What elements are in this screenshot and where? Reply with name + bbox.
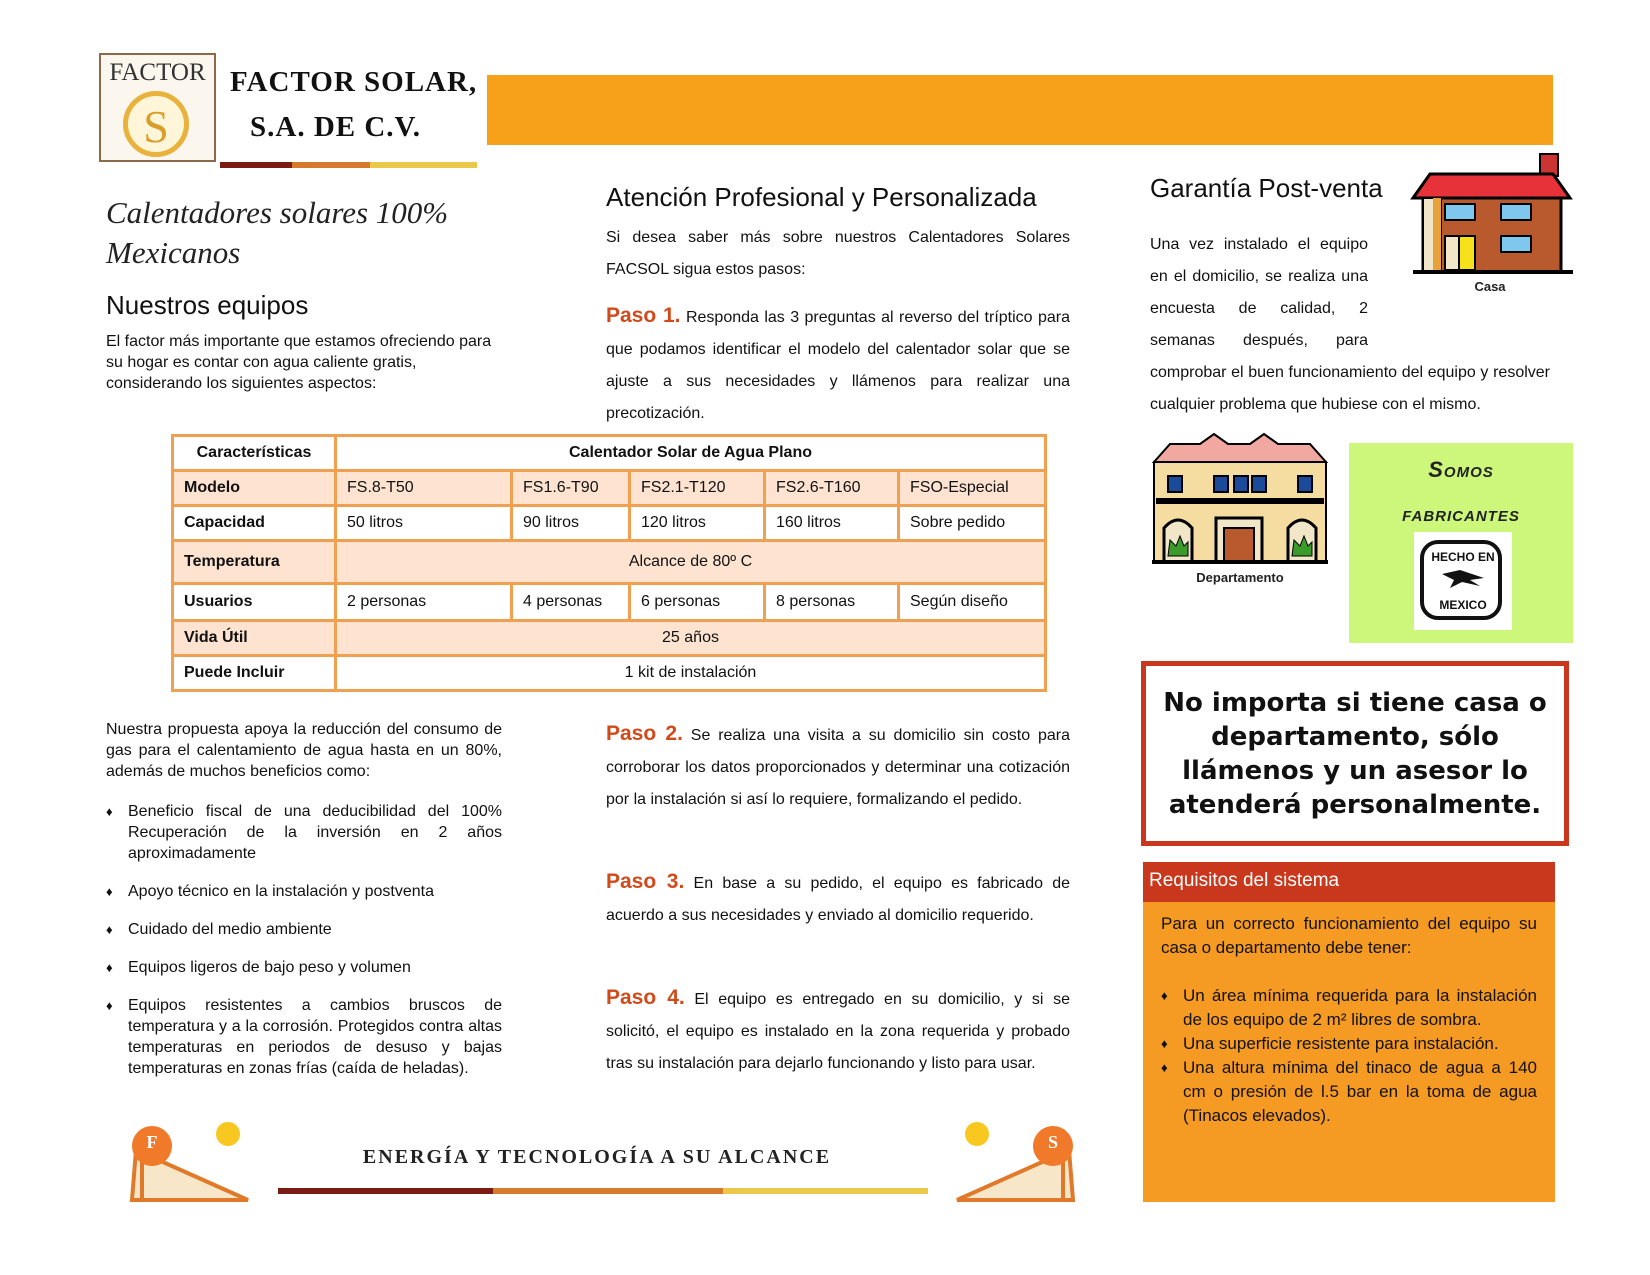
- apartment-caption: Departamento: [1196, 570, 1284, 585]
- table-cell: 4 personas: [512, 584, 630, 621]
- step-label: Paso 2.: [606, 722, 683, 745]
- row-label: Vida Útil: [173, 621, 336, 656]
- step-text: Se realiza una visita a su domicilio sin costo para corroborar los datos proporcionados y determinar una cotización por la instalación si así lo requiere, formalizando el pedido.: [606, 727, 1070, 808]
- table-cell: 25 años: [336, 621, 1046, 656]
- header-stripe-mid: [292, 162, 370, 168]
- seal-text-top: HECHO EN: [1431, 550, 1495, 564]
- step-1: [606, 300, 1070, 430]
- table-row: [173, 656, 1046, 691]
- house-caption: Casa: [1474, 279, 1506, 294]
- section-title-garantia: Garantía Post-venta: [1150, 173, 1383, 203]
- requirements-intro: Para un correcto funcionamiento del equipo su casa o departamento debe tener:: [1161, 914, 1537, 957]
- table-cell: FS2.6-T160: [765, 471, 899, 506]
- step-label: Paso 1.: [606, 304, 681, 327]
- section-title-equipos: Nuestros equipos: [106, 290, 309, 320]
- list-item: ♦ Beneficio fiscal de una deducibilidad del 100% Recuperación de la inversión en 2 años aproximadamente: [106, 801, 502, 864]
- company-name-line1: FACTOR SOLAR,: [230, 66, 478, 98]
- step-text: El equipo es entregado en su domicilio, y si se solicitó, el equipo es instalado en la zona requerida y probado tras su instalación para dejarlo funcionando y listo para usar.: [606, 991, 1070, 1072]
- house-icon: [1405, 152, 1575, 283]
- table-cell: FSO-Especial: [899, 471, 1046, 506]
- table-cell: 50 litros: [336, 506, 512, 541]
- table-cell: 1 kit de instalación: [336, 656, 1046, 691]
- seal-text-bottom: MEXICO: [1439, 598, 1487, 612]
- step-label: Paso 4.: [606, 986, 685, 1009]
- list-item: ♦ Apoyo técnico en la instalación y postventa: [106, 881, 502, 902]
- logo-circle: [123, 91, 189, 157]
- garantia-body: Una vez instalado el equipo en el domicilio, se realiza una encuesta de calidad, 2 semanas después, para comprobar el buen funcionamiento del equipo y resolver cualquier problema que hubiese con el mismo.: [1150, 236, 1550, 413]
- row-label: Usuarios: [173, 584, 336, 621]
- list-item: ♦ Una superficie resistente para instalación.: [1161, 1032, 1537, 1056]
- atencion-intro: Si desea saber más sobre nuestros Calentadores Solares FACSOL sigua estos pasos:: [606, 229, 1070, 278]
- callout-box: [1141, 661, 1569, 846]
- table-cell: 8 personas: [765, 584, 899, 621]
- table-cell: 160 litros: [765, 506, 899, 541]
- proposal-text: Nuestra propuesta apoya la reducción del consumo de gas para el calentamiento de agua hasta en un 80%, además de muchos beneficios como:: [106, 721, 502, 780]
- requirements-list: [1161, 984, 1537, 1128]
- logo-word: FACTOR: [109, 59, 206, 86]
- benefits-list: [106, 801, 502, 1096]
- header-stripe-dark: [220, 162, 292, 168]
- equipos-intro: El factor más importante que estamos ofreciendo para su hogar es contar con agua caliente gratis, considerando los siguientes aspectos:: [106, 333, 492, 392]
- footer-stripe-light: [723, 1188, 928, 1194]
- list-item: ♦ Equipos resistentes a cambios bruscos de temperatura y a la corrosión. Protegidos contra altas temperaturas en periodos de desuso y bajas temperaturas en zonas frías (caída de heladas).: [106, 995, 502, 1079]
- row-label: Puede Incluir: [173, 656, 336, 691]
- apartment-icon: [1150, 432, 1330, 571]
- step-3: [606, 866, 1070, 932]
- table-header-left: Características: [173, 436, 336, 471]
- table-cell: FS2.1-T120: [630, 471, 765, 506]
- logo-letter: S: [143, 101, 169, 152]
- table-cell: FS.8-T50: [336, 471, 512, 506]
- requirements-box: [1143, 862, 1555, 1202]
- callout-text: No importa si tiene casa o departamento, sólo llámenos y un asesor lo atenderá personalmente.: [1163, 688, 1547, 820]
- table-cell: 6 personas: [630, 584, 765, 621]
- footer-slogan: ENERGÍA Y TECNOLOGÍA A SU ALCANCE: [362, 1146, 832, 1168]
- section-title-atencion: Atención Profesional y Personalizada: [606, 182, 1037, 212]
- footer-left-letter: F: [146, 1132, 158, 1152]
- requirements-title: Requisitos del sistema: [1149, 870, 1340, 891]
- header-stripe-light: [370, 162, 477, 168]
- table-header-right: Calentador Solar de Agua Plano: [336, 436, 1046, 471]
- table-cell: 120 litros: [630, 506, 765, 541]
- footer-left-emblem: [128, 1122, 250, 1207]
- row-label: Capacidad: [173, 506, 336, 541]
- table-row: [173, 541, 1046, 584]
- footer-right-letter: S: [1047, 1132, 1058, 1152]
- table-cell: 90 litros: [512, 506, 630, 541]
- company-name-line2: S.A. DE C.V.: [250, 111, 422, 143]
- requirements-header: [1143, 862, 1555, 902]
- somos-line1: Somos: [1428, 457, 1494, 482]
- step-4: [606, 982, 1070, 1080]
- table-cell: Sobre pedido: [899, 506, 1046, 541]
- list-item: ♦ Cuidado del medio ambiente: [106, 919, 502, 940]
- list-item: ♦ Una altura mínima del tinaco de agua a 140 cm o presión de l.5 bar en la toma de agua (Tinacos elevados).: [1161, 1056, 1537, 1128]
- somos-line2: fabricantes: [1402, 501, 1520, 526]
- manufacturers-box: [1349, 443, 1573, 643]
- italic-title: Calentadores solares 100% Mexicanos: [106, 195, 449, 270]
- company-logo: [99, 53, 216, 162]
- table-row: [173, 471, 1046, 506]
- eagle-icon: [1440, 568, 1486, 586]
- table-cell: FS1.6-T90: [512, 471, 630, 506]
- specs-table-wrapper: [171, 434, 1047, 692]
- table-row: [173, 584, 1046, 621]
- step-2: [606, 718, 1070, 816]
- specs-table: [171, 434, 1047, 692]
- step-text: En base a su pedido, el equipo es fabricado de acuerdo a sus necesidades y enviado al domicilio requerido.: [606, 875, 1070, 924]
- footer-right-emblem: [955, 1122, 1077, 1207]
- footer-stripe-dark: [278, 1188, 493, 1194]
- table-row: [173, 621, 1046, 656]
- table-cell: 2 personas: [336, 584, 512, 621]
- header-orange-bar: [487, 75, 1553, 145]
- table-row: [173, 506, 1046, 541]
- list-item: ♦ Equipos ligeros de bajo peso y volumen: [106, 957, 502, 978]
- row-label: Temperatura: [173, 541, 336, 584]
- table-cell: Alcance de 80º C: [336, 541, 1046, 584]
- step-text: Responda las 3 preguntas al reverso del tríptico para que podamos identificar el modelo del calentador solar que se ajuste a sus necesidades y llámenos para realizar una precotización.: [606, 309, 1071, 422]
- table-cell: Según diseño: [899, 584, 1046, 621]
- row-label: Modelo: [173, 471, 336, 506]
- footer-stripe-mid: [493, 1188, 723, 1194]
- list-item: ♦ Un área mínima requerida para la instalación de los equipo de 2 m² libres de sombra.: [1161, 984, 1537, 1032]
- step-label: Paso 3.: [606, 870, 685, 893]
- hecho-en-mexico-seal: [1414, 532, 1512, 630]
